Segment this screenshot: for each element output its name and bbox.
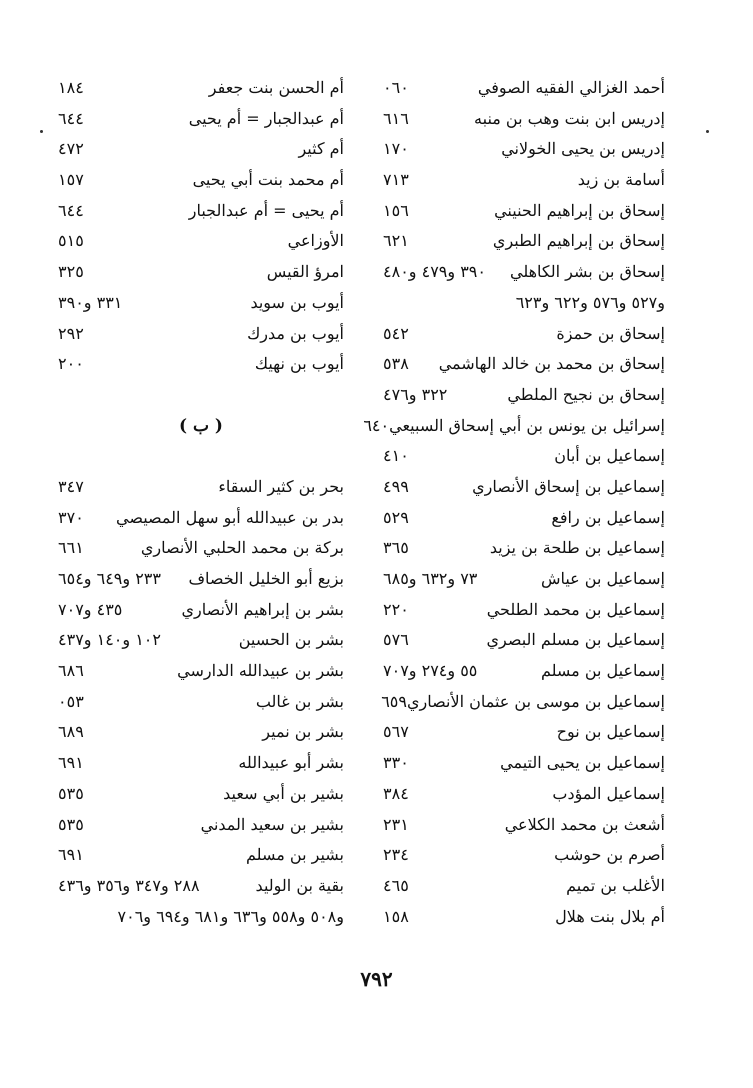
scan-speck (40, 130, 43, 133)
entry-name: أم الحسن بنت جعفر (208, 78, 344, 97)
index-entry (58, 595, 344, 626)
index-entry (58, 226, 344, 257)
entry-pages: ٤٦٥ (383, 875, 409, 895)
entry-name: إسرائيل بن يونس بن أبي إسحاق السبيعي (389, 415, 665, 435)
index-entry (363, 411, 665, 442)
entry-pages: ٤٧٢ (58, 139, 84, 159)
entry-name: بشر بن إبراهيم الأنصاري (181, 599, 344, 619)
entry-pages: ٤٩٩ (383, 476, 409, 496)
entry-name: أصرم بن حوشب (554, 845, 665, 865)
entry-name: إسماعيل بن عياش (540, 569, 665, 588)
entry-pages: ٥٣٨ (383, 354, 409, 374)
entry-pages: ٣٨٤ (383, 783, 409, 803)
index-entry (383, 503, 665, 534)
index-list-left-bottom (58, 472, 344, 932)
index-entry (383, 871, 665, 902)
entry-pages: ٦٦١ (58, 538, 84, 558)
entry-pages: ٢٠٠ (58, 354, 84, 374)
index-entry (58, 196, 344, 227)
entry-pages: ٥٤٢ (383, 323, 409, 343)
entry-pages: ٦٨٦ (58, 661, 84, 681)
index-entry (58, 472, 344, 503)
index-entry (383, 165, 665, 196)
index-entry (58, 288, 344, 319)
entry-name: إسماعيل بن موسى بن عثمان الأنصاري (406, 691, 665, 711)
index-entry (383, 134, 665, 165)
entry-pages: ٥١٥ (58, 231, 84, 251)
entry-pages: ٠٥٣ (58, 691, 84, 711)
entry-name: بركة بن محمد الحلبي الأنصاري (140, 538, 344, 558)
index-entry (383, 902, 665, 933)
entry-name: إسحاق بن نجيح الملطي (507, 384, 665, 404)
index-entry (58, 625, 344, 656)
entry-pages: ٣٩٠ و٤٧٩ و٤٨٠ (383, 262, 486, 282)
index-entry (383, 196, 665, 227)
entry-name: إسماعيل بن نوح (556, 722, 665, 742)
entry-name: بشير بن سعيد المدني (200, 814, 344, 834)
section-heading-ba: ( ب ) (179, 415, 223, 436)
index-entry (58, 840, 344, 871)
index-column-left (58, 73, 344, 932)
entry-name: أم يحيى = أم عبدالجبار (188, 200, 344, 220)
entry-pages: و٥٠٨ و٥٥٨ و٦٣٦ و٦٨١ و٦٩٤ و٧٠٦ (117, 906, 344, 926)
entry-pages: ٣٤٧ (58, 476, 84, 496)
entry-name: أم كثير (298, 139, 344, 159)
index-entry (58, 687, 344, 718)
index-entry (383, 717, 665, 748)
entry-name: إسحاق بن إبراهيم الحنيني (494, 200, 665, 220)
entry-pages: و٥٢٧ و٥٧٦ و٦٢٢ و٦٢٣ (515, 292, 665, 312)
entry-pages: ٢٢٠ (383, 599, 409, 619)
entry-name: بقية بن الوليد (255, 875, 344, 895)
index-entry (58, 73, 344, 104)
entry-pages: ٥٥ و٢٧٤ و٧٠٧ (383, 661, 478, 681)
entry-name: إسماعيل بن يحيى التيمي (500, 753, 665, 773)
index-entry (58, 104, 344, 135)
index-entry (383, 380, 665, 411)
index-entry (383, 595, 665, 626)
index-entry (58, 165, 344, 196)
index-entry (383, 73, 665, 104)
entry-pages: ٣٢٢ و٤٧٦ (383, 384, 448, 404)
entry-pages: ٥٧٦ (383, 630, 409, 650)
entry-pages: ٦٢١ (383, 231, 409, 251)
entry-name: إسحاق بن حمزة (556, 323, 665, 343)
index-entry (383, 840, 665, 871)
entry-name: الأغلب بن تميم (566, 875, 665, 895)
entry-name: أم بلال بنت هلال (555, 906, 665, 926)
entry-name: الأوزاعي (287, 231, 344, 251)
index-entry (58, 656, 344, 687)
index-list-left-top (58, 73, 344, 380)
entry-pages: ٤١٠ (383, 446, 409, 466)
entry-pages: ٦٩١ (58, 845, 84, 865)
entry-name: أحمد الغزالي الفقيه الصوفي (477, 78, 665, 97)
entry-pages: ٣٢٥ (58, 262, 84, 282)
entry-pages: ٥٦٧ (383, 722, 409, 742)
entry-pages: ٦٤٠ (363, 415, 390, 435)
entry-name: إسماعيل بن إسحاق الأنصاري (472, 476, 665, 496)
index-entry (383, 257, 665, 288)
entry-name: بشر أبو عبيدالله (238, 753, 344, 773)
entry-pages: ٣٧٠ (58, 507, 84, 527)
entry-name: إسماعيل بن مسلم البصري (486, 630, 665, 650)
scan-speck (706, 130, 709, 133)
entry-pages: ٦٨٩ (58, 722, 84, 742)
entry-name: بشر بن عبيدالله الدارسي (177, 661, 344, 681)
entry-pages: ٣٣١ و٣٩٠ (58, 292, 123, 312)
entry-pages: ٦٥٩ (381, 691, 407, 711)
entry-name: إسحاق بن إبراهيم الطبري (492, 231, 665, 251)
index-entry (58, 533, 344, 564)
entry-name: إسماعيل بن رافع (551, 507, 665, 527)
entry-name: بشير بن أبي سعيد (223, 783, 344, 803)
entry-name: بشير بن مسلم (246, 845, 344, 865)
entry-name: أم عبدالجبار = أم يحيى (188, 108, 344, 128)
entry-name: أسامة بن زيد (577, 170, 665, 190)
index-entry (58, 779, 344, 810)
entry-name: بشر بن غالب (255, 691, 344, 711)
entry-pages: ١٥٧ (58, 170, 84, 190)
index-entry (383, 687, 665, 718)
entry-pages: ١٥٨ (383, 906, 409, 926)
index-entry (383, 533, 665, 564)
entry-pages: ٥٢٩ (383, 507, 409, 527)
entry-pages: ١٥٦ (383, 200, 409, 220)
index-entry (383, 779, 665, 810)
index-entry (58, 134, 344, 165)
index-entry (383, 748, 665, 779)
spacer (58, 441, 344, 472)
entry-name: أيوب بن سويد (250, 292, 344, 312)
index-entry (383, 349, 665, 380)
entry-pages: ٦٤٤ (58, 200, 84, 220)
index-entry-continuation (383, 288, 665, 319)
index-entry (383, 319, 665, 350)
entry-name: إسماعيل بن محمد الطلحي (486, 599, 665, 619)
entry-name: إسماعيل بن أبان (554, 446, 665, 466)
index-entry (58, 349, 344, 380)
entry-name: إدريس بن يحيى الخولاني (501, 139, 665, 159)
entry-name: أم محمد بنت أبي يحيى (192, 170, 344, 190)
index-entry-continuation (58, 902, 344, 933)
index-entry (383, 104, 665, 135)
entry-name: بزيع أبو الخليل الخصاف (188, 569, 344, 588)
page-number: ٧٩٢ (360, 967, 393, 991)
entry-pages: ٢٨٨ و٣٤٧ و٣٥٦ و٤٣٦ (58, 875, 200, 895)
entry-name: بحر بن كثير السقاء (218, 476, 344, 496)
index-entry (58, 319, 344, 350)
index-column-right (363, 73, 665, 932)
index-entry (383, 810, 665, 841)
entry-name: أيوب بن نهيك (254, 354, 344, 374)
index-entry (383, 564, 665, 595)
entry-pages: ٥٣٥ (58, 814, 84, 834)
index-entry (58, 564, 344, 595)
entry-name: إسحاق بن محمد بن خالد الهاشمي (438, 354, 665, 374)
entry-pages: ٥٣٥ (58, 783, 84, 803)
entry-pages: ٤٣٥ و٧٠٧ (58, 599, 123, 619)
index-entry (383, 441, 665, 472)
entry-name: بشر بن الحسين (238, 630, 344, 650)
index-entry (383, 656, 665, 687)
entry-name: بدر بن عبيدالله أبو سهل المصيصي (116, 507, 344, 527)
index-entry (383, 472, 665, 503)
entry-pages: ٣٣٠ (383, 753, 409, 773)
entry-name: إدريس ابن بنت وهب بن منبه (474, 108, 665, 128)
index-entry (383, 625, 665, 656)
entry-name: امرؤ القيس (266, 262, 344, 282)
entry-pages: ٣٦٥ (383, 538, 409, 558)
entry-pages: ٠٦٠ (383, 78, 409, 97)
index-entry (58, 810, 344, 841)
entry-name: أيوب بن مدرك (247, 323, 344, 343)
entry-name: إسحاق بن بشر الكاهلي (509, 262, 665, 282)
entry-pages: ٧٣ و٦٣٢ و٦٨٥ (383, 569, 478, 588)
entry-name: إسماعيل بن مسلم (540, 661, 665, 681)
entry-pages: ١٨٤ (58, 78, 84, 97)
entry-pages: ١٠٢ و١٤٠ و٤٣٧ (58, 630, 161, 650)
spacer (58, 380, 344, 411)
entry-pages: ٦٤٤ (58, 108, 84, 128)
entry-pages: ٧١٣ (383, 170, 409, 190)
entry-pages: ٢٣٣ و٦٤٩ و٦٥٤ (58, 569, 161, 588)
index-entry (58, 717, 344, 748)
entry-pages: ٢٣١ (383, 814, 409, 834)
entry-pages: ٢٣٤ (383, 845, 409, 865)
index-entry (58, 871, 344, 902)
entry-name: إسماعيل المؤدب (552, 783, 665, 803)
entry-pages: ٦١٦ (383, 108, 409, 128)
entry-pages: ١٧٠ (383, 139, 409, 159)
entry-name: إسماعيل بن طلحة بن يزيد (489, 538, 665, 558)
entry-name: أشعث بن محمد الكلاعي (504, 814, 665, 834)
index-entry (58, 748, 344, 779)
index-entry (383, 226, 665, 257)
entry-name: بشر بن نمير (262, 722, 344, 742)
entry-pages: ٢٩٢ (58, 323, 84, 343)
entry-pages: ٦٩١ (58, 753, 84, 773)
index-entry (58, 503, 344, 534)
index-entry (58, 257, 344, 288)
